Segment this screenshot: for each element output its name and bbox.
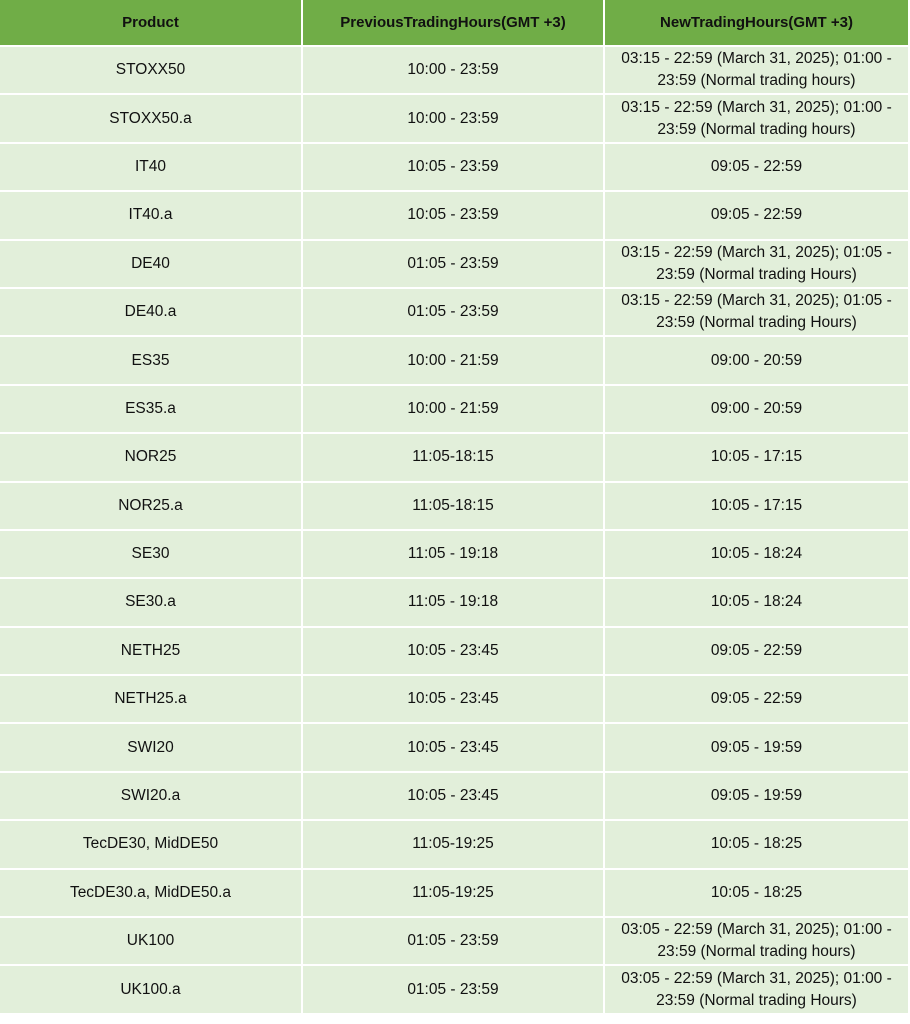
previous-hours-cell: 01:05 - 23:59 [303, 289, 605, 337]
product-cell: SWI20 [0, 724, 303, 772]
new-hours-cell: 09:05 - 22:59 [605, 192, 908, 240]
table-row [0, 676, 908, 724]
product-cell: SE30 [0, 531, 303, 579]
previous-hours-cell: 11:05-19:25 [303, 821, 605, 869]
product-cell: UK100 [0, 918, 303, 966]
previous-hours-cell: 11:05 - 19:18 [303, 531, 605, 579]
new-hours-cell: 09:05 - 19:59 [605, 724, 908, 772]
table-row [0, 966, 908, 1014]
table-row [0, 483, 908, 531]
product-cell: IT40 [0, 144, 303, 192]
product-cell: TecDE30, MidDE50 [0, 821, 303, 869]
table-row [0, 773, 908, 821]
new-hours-cell: 09:00 - 20:59 [605, 386, 908, 434]
table-row [0, 241, 908, 289]
product-cell: SWI20.a [0, 773, 303, 821]
product-cell: NETH25 [0, 628, 303, 676]
previous-hours-cell: 11:05 - 19:18 [303, 579, 605, 627]
product-cell: DE40 [0, 241, 303, 289]
new-hours-cell: 10:05 - 17:15 [605, 434, 908, 482]
previous-hours-cell: 10:05 - 23:45 [303, 628, 605, 676]
new-hours-cell: 10:05 - 18:25 [605, 870, 908, 918]
product-cell: NETH25.a [0, 676, 303, 724]
previous-hours-cell: 10:05 - 23:59 [303, 144, 605, 192]
product-cell: SE30.a [0, 579, 303, 627]
product-cell: NOR25.a [0, 483, 303, 531]
header-previous-trading-hours: PreviousTradingHours(GMT +3) [303, 0, 605, 47]
product-cell: STOXX50.a [0, 95, 303, 143]
previous-hours-cell: 01:05 - 23:59 [303, 966, 605, 1014]
new-hours-cell: 10:05 - 18:24 [605, 579, 908, 627]
table-row [0, 47, 908, 95]
new-hours-cell: 10:05 - 17:15 [605, 483, 908, 531]
table-header-row [0, 0, 908, 47]
product-cell: STOXX50 [0, 47, 303, 95]
table-row [0, 918, 908, 966]
previous-hours-cell: 01:05 - 23:59 [303, 918, 605, 966]
new-hours-cell: 10:05 - 18:24 [605, 531, 908, 579]
previous-hours-cell: 01:05 - 23:59 [303, 241, 605, 289]
table-row [0, 95, 908, 143]
product-cell: IT40.a [0, 192, 303, 240]
table-row [0, 337, 908, 385]
previous-hours-cell: 10:00 - 23:59 [303, 47, 605, 95]
product-cell: TecDE30.a, MidDE50.a [0, 870, 303, 918]
product-cell: NOR25 [0, 434, 303, 482]
table-row [0, 870, 908, 918]
table-body [0, 47, 908, 1015]
previous-hours-cell: 11:05-18:15 [303, 483, 605, 531]
new-hours-cell: 09:05 - 19:59 [605, 773, 908, 821]
product-cell: DE40.a [0, 289, 303, 337]
new-hours-cell: 09:00 - 20:59 [605, 337, 908, 385]
previous-hours-cell: 10:05 - 23:59 [303, 192, 605, 240]
new-hours-cell: 03:15 - 22:59 (March 31, 2025); 01:05 - 23:59 (Normal trading Hours) [605, 289, 908, 337]
table-row [0, 531, 908, 579]
table-row [0, 144, 908, 192]
table-row [0, 386, 908, 434]
new-hours-cell: 03:15 - 22:59 (March 31, 2025); 01:05 - 23:59 (Normal trading Hours) [605, 241, 908, 289]
previous-hours-cell: 10:00 - 23:59 [303, 95, 605, 143]
product-cell: ES35 [0, 337, 303, 385]
table-row [0, 724, 908, 772]
table-row [0, 628, 908, 676]
new-hours-cell: 03:15 - 22:59 (March 31, 2025); 01:00 - 23:59 (Normal trading hours) [605, 95, 908, 143]
header-product: Product [0, 0, 303, 47]
previous-hours-cell: 10:05 - 23:45 [303, 773, 605, 821]
table-row [0, 434, 908, 482]
previous-hours-cell: 10:00 - 21:59 [303, 337, 605, 385]
previous-hours-cell: 10:05 - 23:45 [303, 676, 605, 724]
previous-hours-cell: 11:05-19:25 [303, 870, 605, 918]
new-hours-cell: 03:05 - 22:59 (March 31, 2025); 01:00 - 23:59 (Normal trading Hours) [605, 966, 908, 1014]
table-row [0, 289, 908, 337]
table-row [0, 821, 908, 869]
header-new-trading-hours: NewTradingHours(GMT +3) [605, 0, 908, 47]
new-hours-cell: 10:05 - 18:25 [605, 821, 908, 869]
table-row [0, 192, 908, 240]
table-row [0, 579, 908, 627]
previous-hours-cell: 10:05 - 23:45 [303, 724, 605, 772]
product-cell: ES35.a [0, 386, 303, 434]
previous-hours-cell: 11:05-18:15 [303, 434, 605, 482]
new-hours-cell: 09:05 - 22:59 [605, 676, 908, 724]
product-cell: UK100.a [0, 966, 303, 1014]
new-hours-cell: 03:15 - 22:59 (March 31, 2025); 01:00 - 23:59 (Normal trading hours) [605, 47, 908, 95]
new-hours-cell: 09:05 - 22:59 [605, 144, 908, 192]
previous-hours-cell: 10:00 - 21:59 [303, 386, 605, 434]
new-hours-cell: 09:05 - 22:59 [605, 628, 908, 676]
new-hours-cell: 03:05 - 22:59 (March 31, 2025); 01:00 - 23:59 (Normal trading hours) [605, 918, 908, 966]
